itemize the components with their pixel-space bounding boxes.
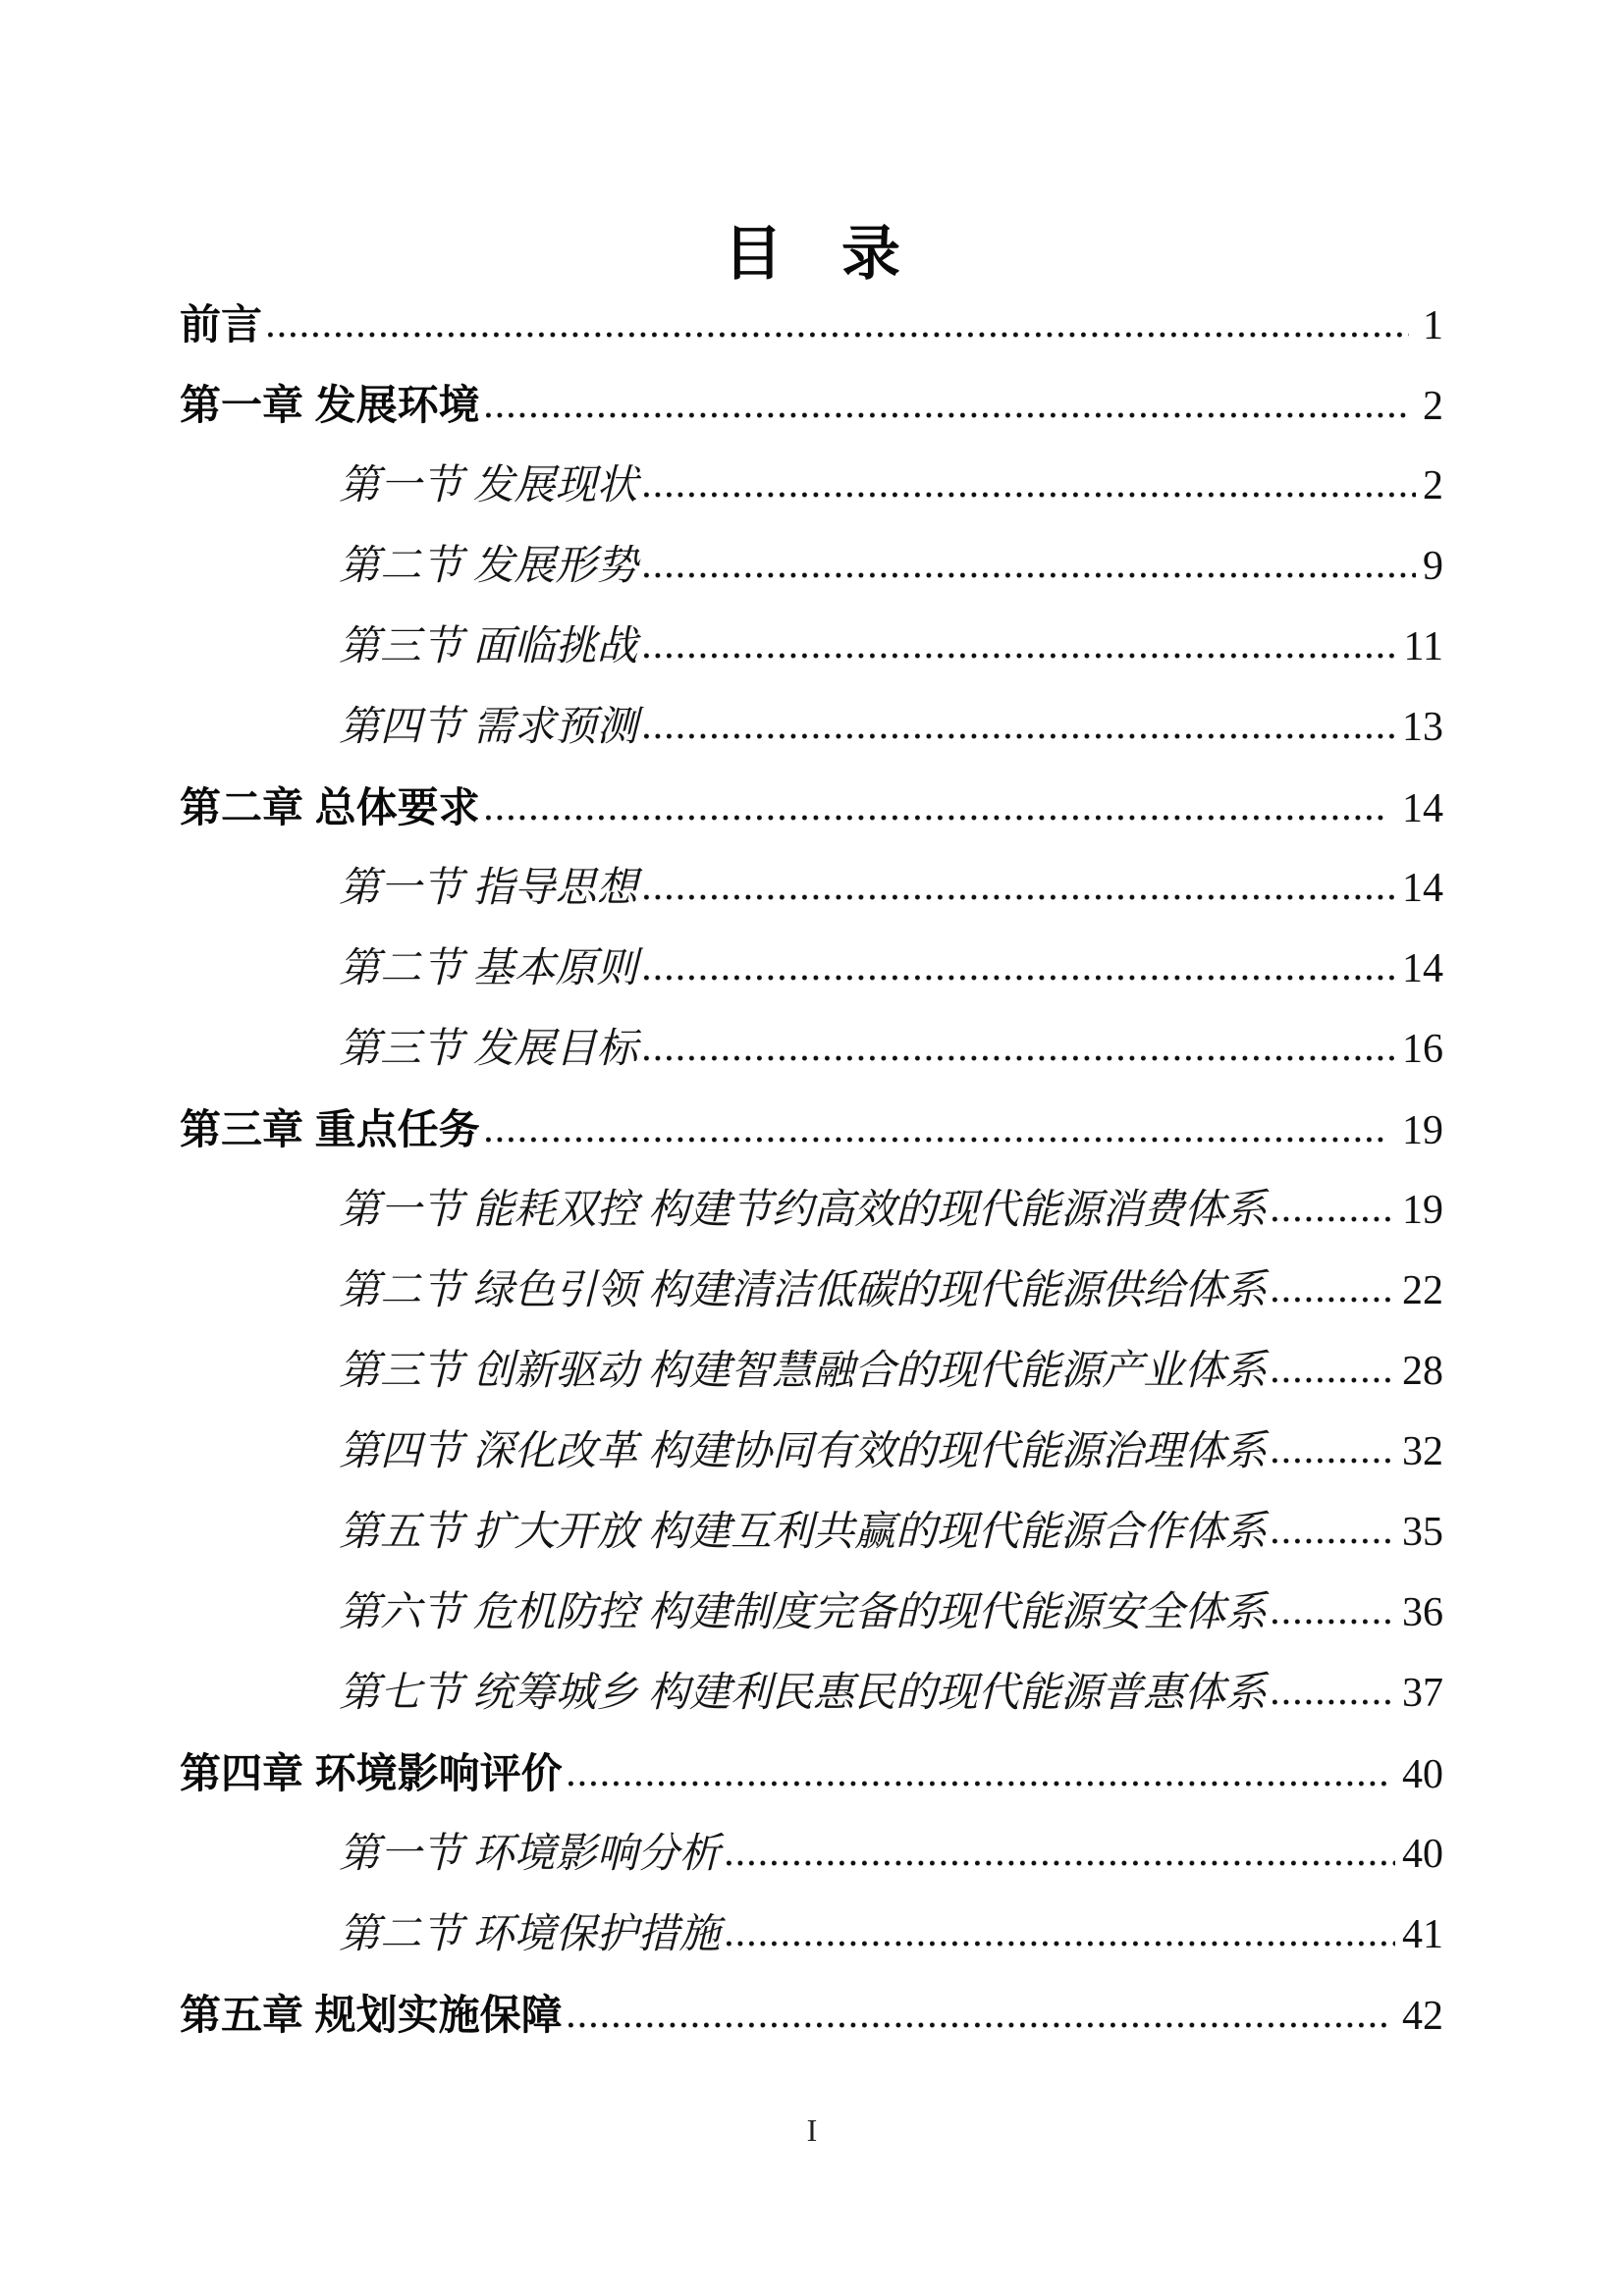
toc-entry-page: 40 — [1402, 1752, 1443, 1797]
toc-entry-label: 第三节 发展目标 — [339, 1027, 638, 1072]
toc-entry-label: 第一章 发展环境 — [180, 382, 480, 428]
dot-leader — [568, 1780, 1388, 1788]
dot-leader — [644, 571, 1416, 579]
toc-entry-page: 14 — [1402, 866, 1443, 911]
toc-entry-page: 2 — [1423, 463, 1443, 508]
toc-entry-page: 9 — [1423, 544, 1443, 589]
toc-entry-label: 第二章 总体要求 — [180, 784, 480, 830]
toc-entry — [180, 1429, 1443, 1474]
toc-entry-label: 第五章 规划实施保障 — [180, 1992, 563, 2038]
dot-leader — [644, 974, 1395, 982]
toc-entry-label: 第四节 深化改革 构建协同有效的现代能源治理体系 — [339, 1429, 1268, 1474]
toc-entry-page: 11 — [1403, 624, 1443, 669]
dot-leader — [1272, 1537, 1395, 1545]
toc-entry-label: 第二节 环境保护措施 — [339, 1912, 721, 1957]
dot-leader — [1272, 1215, 1395, 1223]
dot-leader — [486, 411, 1409, 419]
page-number-footer: I — [806, 2112, 818, 2148]
toc-entry-page: 41 — [1402, 1912, 1443, 1957]
toc-entry-label: 第四章 环境影响评价 — [180, 1750, 563, 1796]
toc-entry-page: 35 — [1402, 1510, 1443, 1555]
toc-entry — [180, 624, 1443, 669]
toc-entry — [180, 1993, 1443, 2038]
toc-entry-page: 36 — [1402, 1590, 1443, 1635]
toc-entry — [180, 302, 1443, 347]
dot-leader — [644, 652, 1397, 660]
toc-entry-label: 第四节 需求预测 — [339, 705, 638, 750]
toc-entry-page: 32 — [1402, 1429, 1443, 1474]
toc-entry-page: 19 — [1402, 1188, 1443, 1233]
toc-title: 目 录 — [724, 221, 900, 287]
toc-entry-label: 第三节 面临挑战 — [339, 624, 638, 669]
toc-entry — [180, 1912, 1443, 1957]
toc-entry — [180, 1510, 1443, 1555]
toc-entry-label: 第一节 发展现状 — [339, 463, 638, 508]
toc-entry-label: 第七节 统筹城乡 构建利民惠民的现代能源普惠体系 — [339, 1671, 1268, 1716]
toc-entry-page: 16 — [1402, 1027, 1443, 1072]
toc-entry-label: 第一节 能耗双控 构建节约高效的现代能源消费体系 — [339, 1188, 1268, 1233]
toc-entry-page: 2 — [1423, 384, 1443, 429]
toc-entry — [180, 383, 1443, 428]
dot-leader — [1272, 1698, 1395, 1706]
toc-entry-page: 1 — [1423, 303, 1443, 348]
toc-entry — [180, 705, 1443, 750]
toc-entry-label: 第五节 扩大开放 构建互利共赢的现代能源合作体系 — [339, 1510, 1268, 1555]
toc-entry — [180, 544, 1443, 589]
toc-entry-label: 第三节 创新驱动 构建智慧融合的现代能源产业体系 — [339, 1349, 1268, 1394]
toc-entry-label: 第六节 危机防控 构建制度完备的现代能源安全体系 — [339, 1590, 1268, 1635]
toc-entry-page: 13 — [1402, 705, 1443, 750]
toc-entry — [180, 1751, 1443, 1796]
dot-leader — [486, 814, 1388, 822]
toc-entry-page: 40 — [1402, 1832, 1443, 1877]
toc-entry-label: 第三章 重点任务 — [180, 1106, 480, 1152]
toc-entry — [180, 1349, 1443, 1394]
dot-leader — [727, 1940, 1395, 1948]
toc-entry — [180, 1590, 1443, 1635]
dot-leader — [644, 491, 1416, 499]
toc-entry-page: 28 — [1402, 1349, 1443, 1394]
toc-entry — [180, 946, 1443, 991]
dot-leader — [568, 2021, 1388, 2029]
toc-entry — [180, 866, 1443, 911]
toc-entry-page: 14 — [1402, 946, 1443, 991]
dot-leader — [486, 1136, 1388, 1144]
dot-leader — [1272, 1618, 1395, 1626]
toc-entry — [180, 1188, 1443, 1233]
toc-entry-label: 第二节 发展形势 — [339, 544, 638, 589]
toc-entry-page: 22 — [1402, 1268, 1443, 1313]
toc-entry — [180, 1832, 1443, 1877]
toc-entry — [180, 1107, 1443, 1152]
toc-entry-label: 第二节 基本原则 — [339, 946, 638, 991]
toc-entry — [180, 1671, 1443, 1716]
dot-leader — [644, 893, 1395, 901]
toc-entry-label: 前言 — [180, 301, 263, 347]
dot-leader — [1272, 1457, 1395, 1465]
toc-entry-page: 42 — [1402, 1994, 1443, 2039]
dot-leader — [268, 331, 1409, 339]
dot-leader — [644, 732, 1395, 740]
dot-leader — [727, 1859, 1395, 1867]
toc-entry-label: 第二节 绿色引领 构建清洁低碳的现代能源供给体系 — [339, 1268, 1268, 1313]
toc-entry-page: 37 — [1402, 1671, 1443, 1716]
dot-leader — [644, 1054, 1395, 1062]
dot-leader — [1272, 1296, 1395, 1304]
toc-entry-label: 第一节 指导思想 — [339, 866, 638, 911]
toc-entry — [180, 463, 1443, 508]
toc-entry — [180, 1268, 1443, 1313]
dot-leader — [1272, 1376, 1395, 1384]
toc-entry — [180, 785, 1443, 830]
toc-list — [180, 302, 1443, 2038]
toc-entry — [180, 1027, 1443, 1072]
toc-entry-label: 第一节 环境影响分析 — [339, 1832, 721, 1877]
toc-entry-page: 14 — [1402, 786, 1443, 831]
toc-entry-page: 19 — [1402, 1108, 1443, 1153]
